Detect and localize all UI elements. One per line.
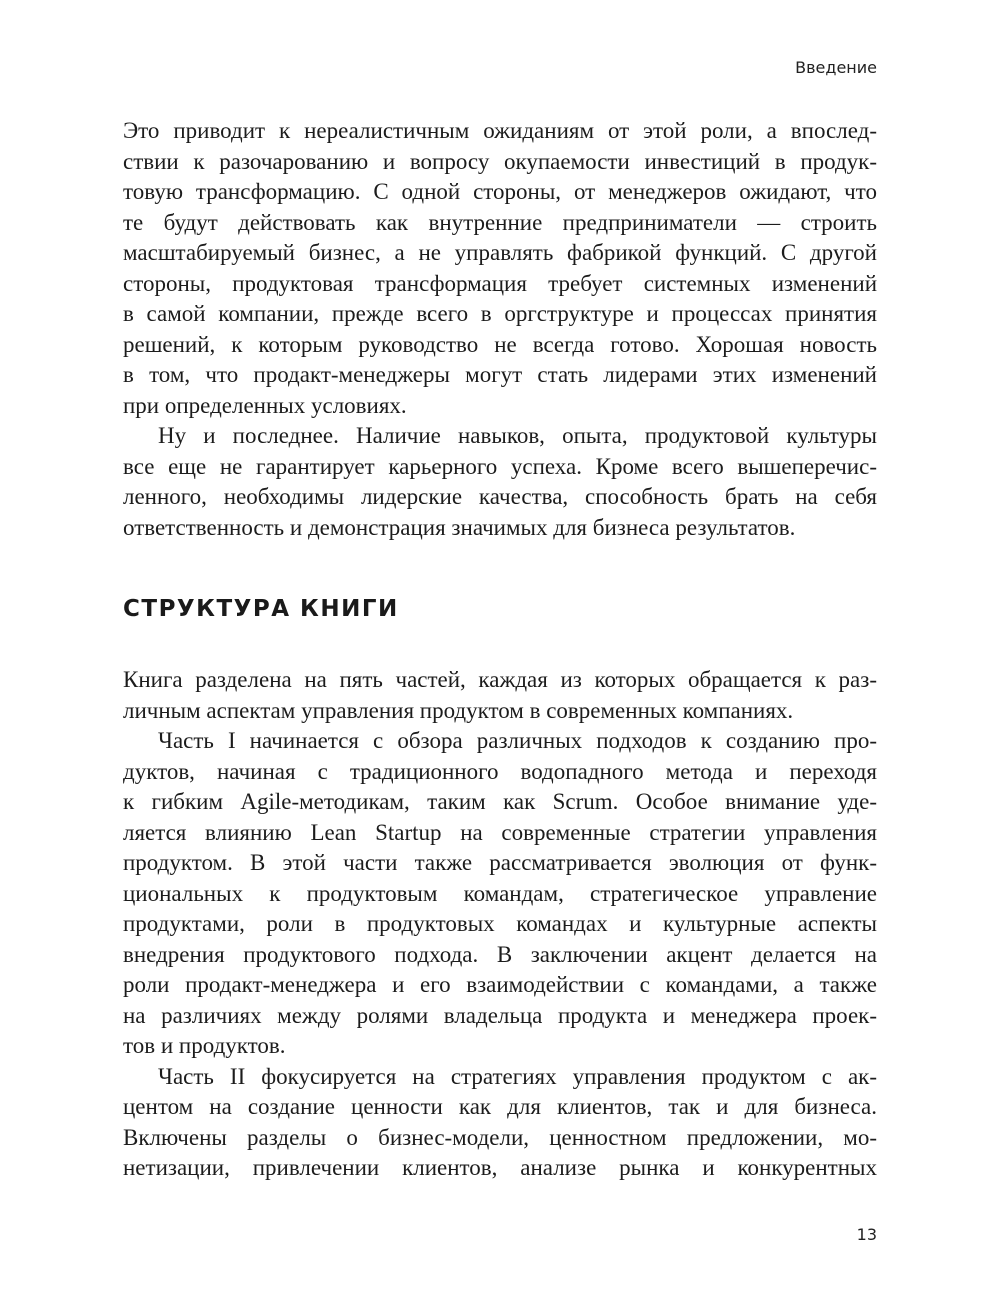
text-line: личным аспектам управления продуктом в современных компаниях.	[123, 697, 794, 723]
text-line: нетизации, привлечении клиентов, анализе рынка и конкурентных	[123, 1155, 877, 1180]
text-line: товую трансформацию. С одной стороны, от менеджеров ожидают, что	[123, 179, 877, 204]
text-line: в самой компании, прежде всего в оргструктуре и процессах принятия	[123, 301, 877, 326]
text-line: циональных к продуктовым командам, стратегическое управление	[123, 880, 877, 906]
page-number: 13	[856, 1225, 877, 1244]
text-line: масштабируемый бизнес, а не управлять фабрикой функций. С другой	[123, 240, 877, 265]
section-intro-body	[123, 116, 877, 543]
text-line: все еще не гарантирует карьерного успеха. Кроме всего вышеперечис-	[123, 453, 877, 479]
text-line: Ну и последнее. Наличие навыков, опыта, продуктовой культуры	[158, 423, 877, 448]
text-line: Часть II фокусируется на стратегиях управления продуктом с ак-	[158, 1063, 877, 1089]
text-line: Книга разделена на пять частей, каждая из которых обращается к раз-	[123, 667, 877, 692]
paragraph	[123, 421, 877, 543]
text-line: тов и продуктов.	[123, 1033, 286, 1058]
section-structure-body	[123, 665, 877, 1184]
text-line: решений, к которым руководство не всегда готово. Хорошая новость	[123, 331, 877, 357]
paragraph	[123, 1062, 877, 1184]
text-line: Часть I начинается с обзора различных подходов к созданию про-	[158, 728, 877, 753]
text-line: ленного, необходимы лидерские качества, способность брать на себя	[123, 484, 877, 509]
section-heading: СТРУКТУРА КНИГИ	[123, 596, 399, 622]
text-line: при определенных условиях.	[123, 392, 407, 418]
text-line: в том, что продакт-менеджеры могут стать лидерами этих изменений	[123, 362, 877, 387]
text-line: Включены разделы о бизнес-модели, ценностном предложении, мо-	[123, 1124, 877, 1150]
text-line: продуктами, роли в продуктовых командах и культурные аспекты	[123, 911, 877, 936]
text-line: роли продакт-менеджера и его взаимодействии с командами, а также	[123, 972, 877, 997]
running-head: Введение	[795, 58, 877, 77]
text-line: ствии к разочарованию и вопросу окупаемости инвестиций в продук-	[123, 148, 877, 174]
paragraph	[123, 726, 877, 1062]
text-line: те будут действовать как внутренние предприниматели — строить	[123, 209, 877, 235]
paragraph	[123, 116, 877, 421]
text-line: Это приводит к нереалистичным ожиданиям от этой роли, а впослед-	[123, 118, 877, 143]
paragraph	[123, 665, 877, 726]
text-line: внедрения продуктового подхода. В заключении акцент делается на	[123, 941, 877, 967]
text-line: стороны, продуктовая трансформация требует системных изменений	[123, 270, 877, 296]
text-line: ответственность и демонстрация значимых для бизнеса результатов.	[123, 514, 796, 540]
text-line: ляется влиянию Lean Startup на современные стратегии управления	[123, 819, 877, 845]
text-line: к гибким Agile-методикам, таким как Scrum. Особое внимание уде-	[123, 789, 877, 814]
text-line: продуктом. В этой части также рассматривается эволюция от функ-	[123, 850, 877, 875]
text-line: дуктов, начиная с традиционного водопадного метода и переходя	[123, 758, 877, 784]
text-line: центом на создание ценности как для клиентов, так и для бизнеса.	[123, 1094, 877, 1119]
text-line: на различиях между ролями владельца продукта и менеджера проек-	[123, 1002, 877, 1028]
